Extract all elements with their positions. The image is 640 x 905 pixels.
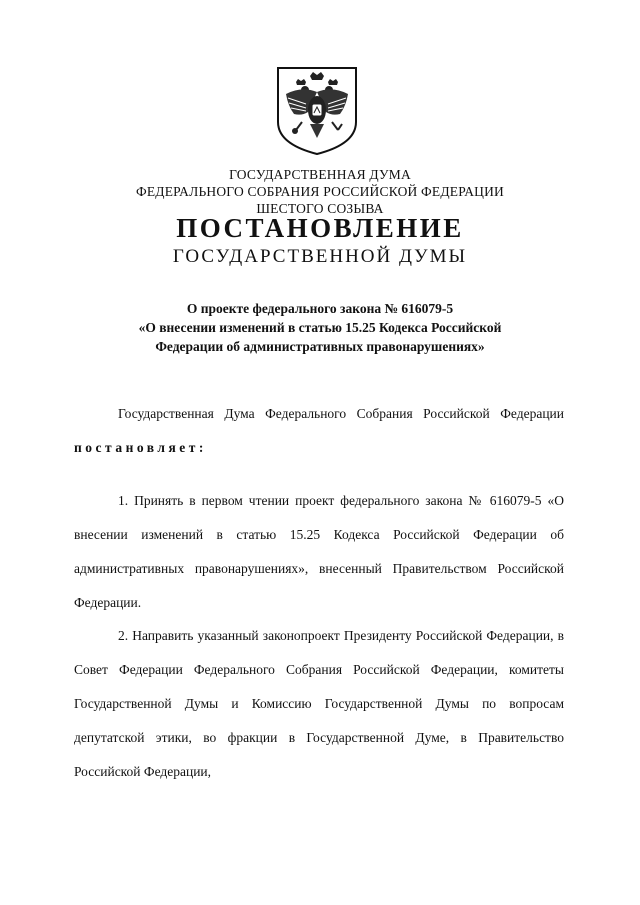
preamble-verb: постановляет: bbox=[74, 440, 207, 455]
preamble-paragraph bbox=[74, 397, 564, 465]
document-subject bbox=[0, 299, 640, 356]
item-2-paragraph: 2. Направить указанный законопроект Президенту Российской Федерации, в Совет Федерации Федерального Собрания Российской Федерации, комитеты Государственной Думы и Комиссию Государственной Думы по вопросам депутатской этики, во фракции в Государственной Думе, в Правительство Российской Федерации, bbox=[74, 628, 564, 779]
russian-coat-of-arms-icon bbox=[272, 64, 362, 158]
document-subtitle: ГОСУДАРСТВЕННОЙ ДУМЫ bbox=[172, 246, 468, 267]
subject-line-2: «О внесении изменений в статью 15.25 Кодекса Российской bbox=[138, 320, 502, 335]
subject-line-3: Федерации об административных правонарушениях» bbox=[155, 339, 485, 354]
item-1-paragraph: 1. Принять в первом чтении проект федерального закона № 616079-5 «О внесении изменений в статью 15.25 Кодекса Российской Федерации об административных правонарушениях», внесенный Правительством Российской Федерации. bbox=[74, 493, 564, 610]
subject-line-1: О проекте федерального закона № 616079-5 bbox=[186, 301, 454, 316]
org-line-3: ШЕСТОГО СОЗЫВА bbox=[256, 201, 384, 216]
org-line-1: ГОСУДАРСТВЕННАЯ ДУМА bbox=[229, 167, 411, 182]
org-line-2: ФЕДЕРАЛЬНОГО СОБРАНИЯ РОССИЙСКОЙ ФЕДЕРАЦИИ bbox=[136, 184, 504, 199]
document-title: ПОСТАНОВЛЕНИЕ bbox=[176, 213, 464, 243]
issuing-authority bbox=[0, 166, 640, 217]
preamble-text: Государственная Дума Федерального Собрания Российской Федерации bbox=[118, 406, 564, 421]
